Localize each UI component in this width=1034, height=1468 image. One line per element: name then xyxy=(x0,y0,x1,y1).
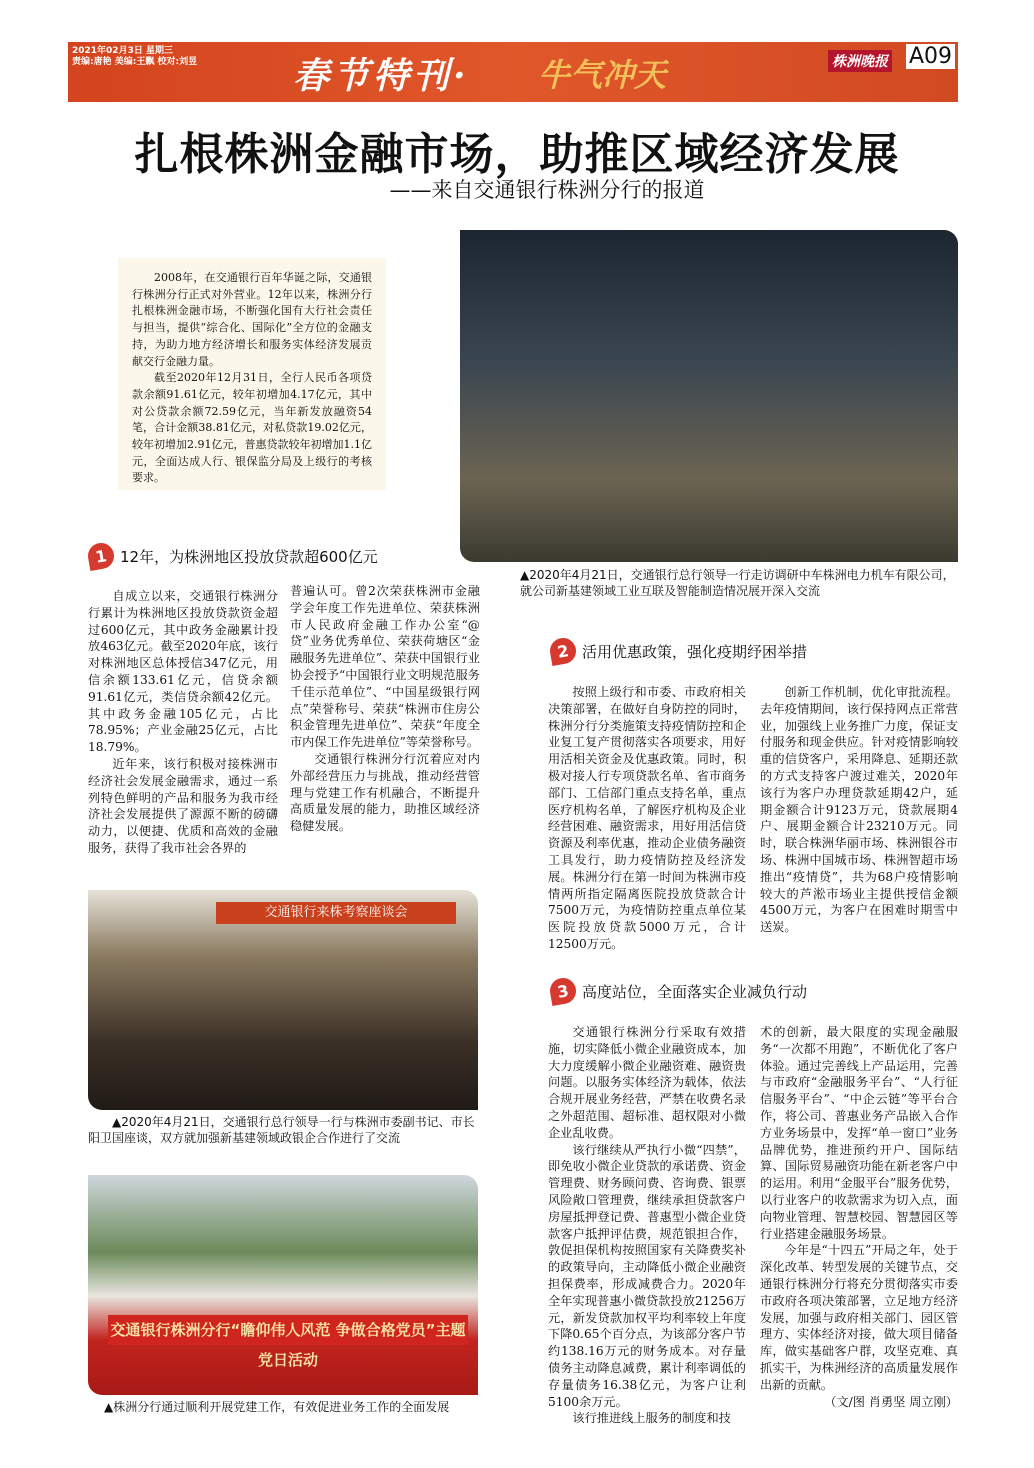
intro-box xyxy=(118,258,386,490)
editors-credit: 责编:唐艳 美编:王飘 校对:刘昱 xyxy=(72,57,198,67)
meeting-banner: 交通银行来株考察座谈会 xyxy=(216,902,456,924)
paragraph: 交通银行株洲分行沉着应对内外部经营压力与挑战，推动经营管理与党建工作有机融合，不断提升高质量发展的能力，助推区域经济稳健发展。 xyxy=(290,751,480,834)
section-3-column-2 xyxy=(760,1024,958,1410)
intro-paragraph: 截至2020年12月31日，全行人民币各项贷款余额91.61亿元，较年初增加4.17亿元，其中对公贷款余额72.59亿元，当年新发放融资54笔，合计金额38.81亿元，对私贷款19.02亿元，较年初增加2.91亿元，普惠贷款较年初增加1.1亿元，全面达成人行、银保监分局及上级行的考核要求。 xyxy=(132,371,372,485)
newspaper-logo: 株洲晚报 xyxy=(828,50,892,72)
headline: 扎根株洲金融市场，助推区域经济发展 xyxy=(134,129,900,180)
section-2-header xyxy=(550,638,807,664)
section-1-header xyxy=(88,543,378,569)
section-number-icon: 1 xyxy=(86,541,116,571)
paragraph: 近年来，该行积极对接株洲市经济社会发展金融需求，通过一系列特色鲜明的产品和服务为我市经济社会发展提供了源源不断的磅礴动力，以便捷、优质和高效的金融服务，获得了我市社会各界的 xyxy=(88,756,278,855)
paragraph: 术的创新，最大限度的实现金融服务“一次都不用跑”，不断优化了客户体验。通过完善线上产品运用，完善与市政府“金融服务平台”、“人行征信服务平台”、“中企云链”等平台合作，将公司、普惠业务产品嵌入合作方业务场景中，发挥“单一窗口”业务品牌优势，推进预约开户、国际结算、国际贸易融资功能在新老客户中的运用。利用“金服平台”服务优势，以行业客户的收款需求为切入点，面向物业管理、智慧校园、智慧园区等行业搭建金融服务场景。 xyxy=(760,1025,958,1241)
paragraph: 今年是“十四五”开局之年，处于深化改革、转型发展的关键节点，交通银行株洲分行将充分贯彻落实市委市政府各项决策部署，立足地方经济发展，加强与政府相关部门、园区管理方、实体经济对接，做大项目储备库，做实基础客户群，攻坚克难、真抓实干，为株洲经济的高质量发展作出新的贡献。 xyxy=(760,1243,958,1392)
special-edition-title: 春节特刊· xyxy=(293,55,470,97)
issue-meta xyxy=(72,46,197,68)
section-number-icon: 3 xyxy=(548,976,578,1006)
paragraph: 该行推进线上服务的制度和技 xyxy=(572,1411,731,1426)
section-title: 12年，为株洲地区投放贷款超600亿元 xyxy=(120,547,378,566)
section-1-column-2 xyxy=(290,583,480,835)
photo-party-activity xyxy=(88,1175,478,1395)
issue-date: 2021年02月3日 星期三 xyxy=(72,46,173,56)
section-1-column-1 xyxy=(88,588,278,857)
byline: （文/图 肖勇坚 周立刚） xyxy=(824,1394,958,1409)
photo2-caption: ▲2020年4月21日，交通银行总行领导一行与株洲市委副书记、市长阳卫国座谈，双方就加强新基建领域政银企合作进行了交流 xyxy=(88,1115,475,1145)
photo-factory-visit xyxy=(460,230,958,562)
page-number: A09 xyxy=(906,44,955,69)
section-title: 高度站位，全面落实企业减负行动 xyxy=(582,982,808,1001)
activity-banner: 交通银行株洲分行“瞻仰伟人风范 争做合格党员”主题党日活动 xyxy=(108,1315,468,1345)
paragraph: 普遍认可。曾2次荣获株洲市金融学会年度工作先进单位、荣获株洲市人民政府金融工作办公室“@贷”业务优秀单位、荣获荷塘区“金融服务先进单位”、荣获中国银行业协会授予“中国银行业文明规范服务千佳示范单位”、“中国星级银行网点”荣誉称号、荣获“株洲市住房公积金管理先进单位”、荣获“年度全市内保工作先进单位”等荣誉称号。 xyxy=(290,584,480,750)
paragraph: 自成立以来，交通银行株洲分行累计为株洲地区投放贷款资金超过600亿元，其中政务金融累计投放463亿元。截至2020年底，该行对株洲地区总体授信347亿元，用信余额133.61亿元，信贷余额91.61亿元，类信贷余额42亿元。其中政务金融105亿元，占比78.95%；产业金融25亿元，占比18.79%。 xyxy=(88,589,278,755)
paragraph: 创新工作机制，优化审批流程。去年疫情期间，该行保持网点正常营业，加强线上业务推广力度，保证支付服务和现金供应。针对疫情影响较重的信贷客户，采用降息、延期还款的方式支持客户渡过难关，2020年该行为客户办理贷款延期42户，延期金额合计9123万元，贷款展期4户、展期金额合计23210万元。同时，联合株洲华丽市场、株洲银谷市场、株洲中国城市场、株洲智超市场推出“疫情贷”，共为68户疫情影响较大的芦淞市场业主提供授信金额4500万元，为客户在困难时期雪中送炭。 xyxy=(760,685,958,935)
photo3-caption: ▲株洲分行通过顺利开展党建工作，有效促进业务工作的全面发展 xyxy=(104,1400,450,1414)
paragraph: 按照上级行和市委、市政府相关决策部署，在做好自身防控的同时，株洲分行分类施策支持疫情防控和企业复工复产贯彻落实各项要求，用好用活相关资金及优惠政策。同时，积极对接人行专项贷款名单、省市商务部门、工信部门重点支持名单，重点医疗机构名单，了解医疗机构及企业经营困难、融资需求，用好用活信贷资源及利率优惠，推动企业债务融资工具发行，助力疫情防控及经济发展。株洲分行在第一时间为株洲市疫情两所指定隔离医院投放贷款合计7500万元，为疫情防控重点单位某医院投放贷款5000万元，合计12500万元。 xyxy=(548,685,746,951)
photo-meeting xyxy=(88,890,478,1110)
subheadline: ——来自交通银行株洲分行的报道 xyxy=(389,178,705,202)
intro-paragraph: 2008年，在交通银行百年华诞之际，交通银行株洲分行正式对外营业。12年以来，株洲分行扎根株洲金融市场，不断强化国有大行社会责任与担当，提供“综合化、国际化”全方位的金融支持，为助力地方经济增长和服务实体经济发展贡献交行金融力量。 xyxy=(132,271,372,368)
section-2-column-1 xyxy=(548,684,746,953)
paragraph: 该行继续从严执行小微“四禁”，即免收小微企业贷款的承诺费、资金管理费、财务顾问费、咨询费、银票风险敞口管理费，继续承担贷款客户房屋抵押登记费、普惠型小微企业贷款客户抵押评估费，规范银担合作，敦促担保机构按照国家有关降费奖补的政策导向，主动降低小微企业融资担保费率，形成减费合力。2020年全年实现普惠小微贷款投放21256万元，新发贷款加权平均利率较上年度下降0.65个百分点，为该部分客户节约138.16万元的财务成本。对存量债务主动降息减费，累计利率调低的存量债务16.38亿元，为客户让利5100余万元。 xyxy=(548,1142,746,1409)
page-header-banner xyxy=(68,42,958,102)
section-title: 活用优惠政策，强化疫期纾困举措 xyxy=(582,642,808,661)
new-year-slogan: 牛气冲天 xyxy=(538,56,667,94)
paragraph: 交通银行株洲分行采取有效措施，切实降低小微企业融资成本，加大力度缓解小微企业融资难、融资贵问题。以服务实体经济为载体，依法合规开展业务经营，严禁在收费名录之外超范围、超标准、超权限对小微企业乱收费。 xyxy=(548,1025,746,1140)
section-3-header xyxy=(550,978,807,1004)
section-2-column-2 xyxy=(760,684,958,936)
section-number-icon: 2 xyxy=(548,636,578,666)
photo1-caption: ▲2020年4月21日，交通银行总行领导一行走访调研中车株洲电力机车有限公司，就公司新基建领域工业互联及智能制造情况展开深入交流 xyxy=(520,568,955,598)
section-3-column-1 xyxy=(548,1024,746,1427)
